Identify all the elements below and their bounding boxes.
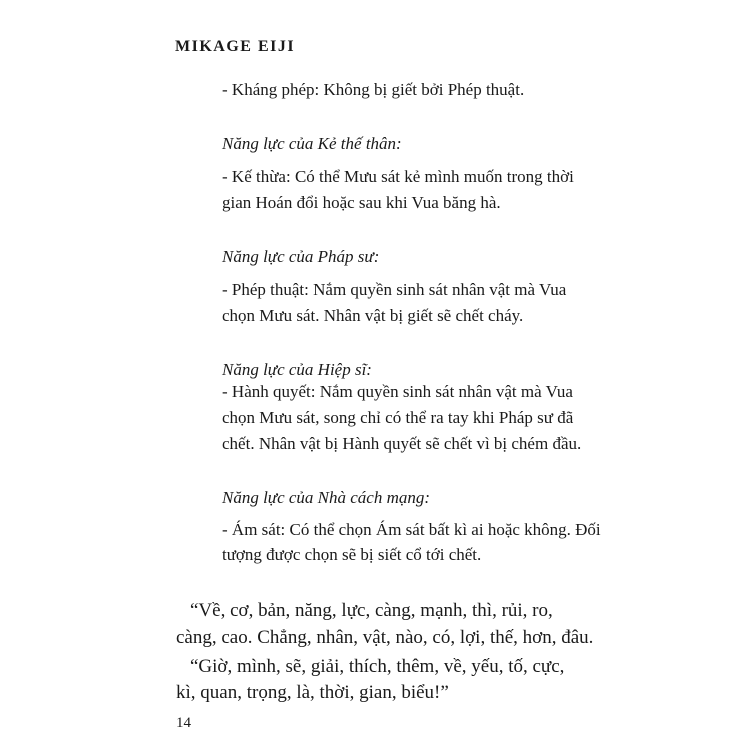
section-heading: Năng lực của Pháp sư: bbox=[222, 247, 380, 266]
running-header: MIKAGE EIJI bbox=[175, 38, 296, 55]
section-heading: Năng lực của Hiệp sĩ: bbox=[222, 360, 372, 379]
dialogue-line: “Về, cơ, bản, năng, lực, càng, mạnh, thì, rủi, ro, bbox=[190, 600, 553, 621]
ability-line: chọn Mưu sát, song chỉ có thể ra tay khi Pháp sư đã bbox=[222, 408, 574, 427]
ability-line: tượng được chọn sẽ bị siết cổ tới chết. bbox=[222, 545, 482, 564]
ability-line: - Phép thuật: Nắm quyền sinh sát nhân vật mà Vua bbox=[222, 280, 567, 299]
ability-line: - Kế thừa: Có thể Mưu sát kẻ mình muốn trong thời bbox=[222, 167, 574, 186]
ability-line: - Ám sát: Có thể chọn Ám sát bất kì ai hoặc không. Đối bbox=[222, 520, 601, 539]
ability-line: gian Hoán đổi hoặc sau khi Vua băng hà. bbox=[222, 193, 501, 212]
ability-line: chọn Mưu sát. Nhân vật bị giết sẽ chết cháy. bbox=[222, 306, 524, 325]
dialogue-line: “Giờ, mình, sẽ, giải, thích, thêm, về, yếu, tố, cực, bbox=[190, 656, 565, 677]
ability-line: - Kháng phép: Không bị giết bởi Phép thuật. bbox=[222, 80, 525, 99]
section-heading: Năng lực của Kẻ thế thân: bbox=[222, 134, 402, 153]
ability-line: - Hành quyết: Nắm quyền sinh sát nhân vật mà Vua bbox=[222, 382, 573, 401]
dialogue-line: kì, quan, trọng, là, thời, gian, biểu!” bbox=[176, 682, 449, 703]
ability-line: chết. Nhân vật bị Hành quyết sẽ chết vì bị chém đầu. bbox=[222, 434, 582, 453]
section-heading: Năng lực của Nhà cách mạng: bbox=[222, 488, 431, 507]
dialogue-line: càng, cao. Chẳng, nhân, vật, nào, có, lợi, thế, hơn, đâu. bbox=[176, 627, 594, 648]
page-number: 14 bbox=[176, 715, 191, 731]
